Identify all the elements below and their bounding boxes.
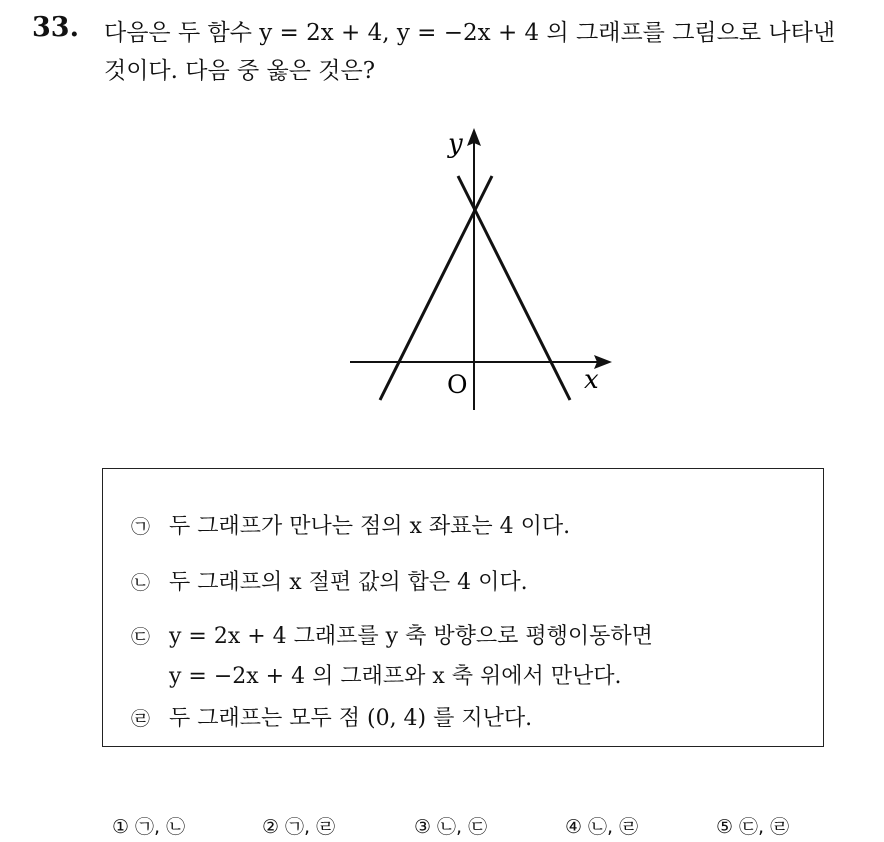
choice-3-number: ③ bbox=[414, 816, 432, 838]
choice-3-options: ㉡, ㉢ bbox=[437, 816, 488, 838]
choice-5-options: ㉢, ㉣ bbox=[739, 816, 790, 838]
origin-label: O bbox=[447, 370, 468, 399]
statement-d-text: 두 그래프는 모두 점 (0, 4) 를 지난다. bbox=[169, 706, 533, 731]
statement-a-mark: ㉠ bbox=[131, 516, 151, 538]
statement-d bbox=[131, 701, 532, 732]
statement-d-mark: ㉣ bbox=[131, 708, 151, 730]
choice-5-number: ⑤ bbox=[716, 816, 734, 838]
choice-4-options: ㉡, ㉣ bbox=[588, 816, 639, 838]
choice-1-number: ① bbox=[112, 816, 130, 838]
statement-c-text: y = 2x + 4 그래프를 y 축 방향으로 평행이동하면 bbox=[169, 624, 653, 649]
choice-5[interactable] bbox=[716, 812, 789, 839]
function-graph bbox=[340, 118, 630, 418]
statement-a bbox=[131, 509, 570, 540]
choice-1[interactable] bbox=[112, 812, 185, 839]
choice-2-options: ㉠, ㉣ bbox=[285, 816, 336, 838]
statement-b-mark: ㉡ bbox=[131, 572, 151, 594]
statement-b-text: 두 그래프의 x 절편 값의 합은 4 이다. bbox=[169, 570, 528, 595]
statement-b bbox=[131, 565, 528, 596]
question-number: 33. bbox=[32, 12, 79, 43]
x-axis-label: x bbox=[584, 365, 599, 395]
choice-4-number: ④ bbox=[565, 816, 583, 838]
choice-1-options: ㉠, ㉡ bbox=[135, 816, 186, 838]
choice-4[interactable] bbox=[565, 812, 638, 839]
question-text-line1: 다음은 두 함수 y = 2x + 4, y = −2x + 4 의 그래프를 그림으로 나타낸 bbox=[104, 20, 836, 46]
statement-c bbox=[131, 619, 653, 650]
choice-2[interactable] bbox=[262, 812, 335, 839]
choice-2-number: ② bbox=[262, 816, 280, 838]
statements-box bbox=[102, 468, 824, 747]
statement-c-mark: ㉢ bbox=[131, 626, 151, 648]
y-axis-label: y bbox=[448, 129, 463, 159]
answer-choices bbox=[0, 812, 884, 842]
statement-a-text: 두 그래프가 만나는 점의 x 좌표는 4 이다. bbox=[169, 514, 571, 539]
question-text-line2: 것이다. 다음 중 옳은 것은? bbox=[104, 58, 376, 84]
choice-3[interactable] bbox=[414, 812, 487, 839]
statement-c-text-line2: y = −2x + 4 의 그래프와 x 축 위에서 만난다. bbox=[169, 664, 622, 689]
